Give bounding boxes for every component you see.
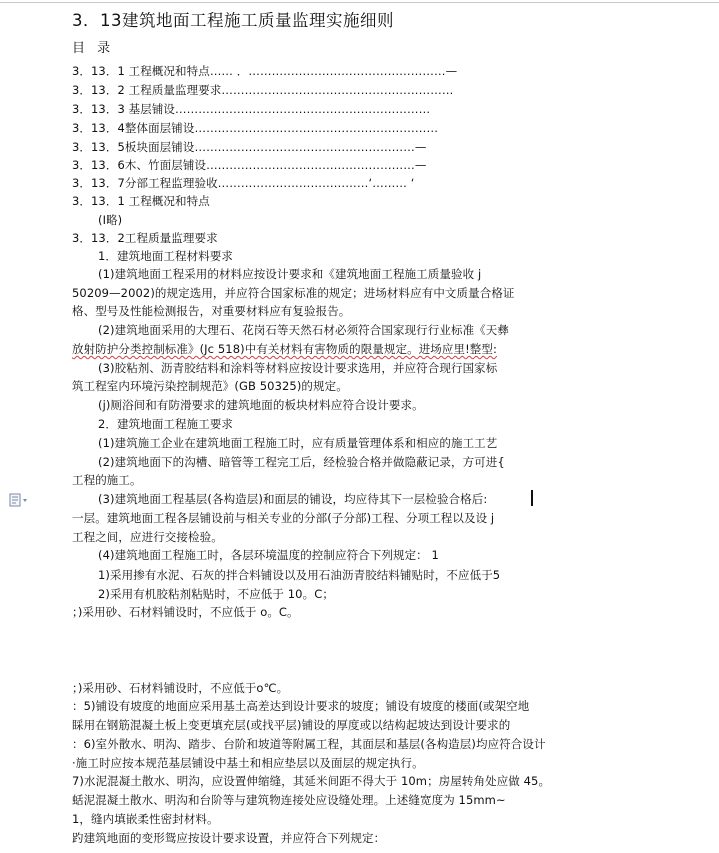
text-cursor: [531, 490, 533, 506]
toc-entry[interactable]: 3．13．4整体面层铺设………………………………………………………: [72, 121, 439, 135]
paragraph: ；)采用砂、石材料铺设时，不应低于o℃。: [72, 681, 289, 695]
paragraph: 蛞泥混凝土散水、明沟和台阶等与建筑物连接处应设缝处理。上述缝宽度为 15mm~: [72, 793, 506, 807]
paragraph: (I略): [98, 213, 123, 227]
paragraph: (2)建筑地面下的沟槽、暗管等工程完工后，经检验合格并做隐蔽记录，方可进{: [98, 455, 505, 469]
subsection-heading: 1．建筑地面工程材料要求: [98, 249, 234, 263]
paragraph: (3)建筑地面工程基层(各构造层)和面层的铺设，均应待其下一层检验合格后:: [98, 492, 488, 506]
paragraph: ；)采用砂、石材料铺设时，不应低于 o。C。: [72, 605, 299, 619]
paragraph: 50209—2002)的规定选用，并应符合国家标准的规定；进场材料应有中文质量合格证: [72, 286, 515, 300]
paragraph: ：6)室外散水、明沟、踏步、台阶和坡道等附属工程，其面层和基层(各构造层)均应符合设计: [72, 737, 546, 751]
toc-entry[interactable]: 3．13．7分部工程监理验收…………………………………‘……… ‘: [72, 176, 415, 190]
paragraph: 放射防护分类控制标准》(Jc 518)中有关材料有害物质的限量规定。进场应里!整型:: [72, 342, 497, 356]
subsection-heading: 2．建筑地面工程施工要求: [98, 417, 234, 431]
toc-entry[interactable]: 3．13．3 基层铺设…………………………………………………………: [72, 102, 431, 116]
paragraph: (j)厕浴间和有防滑要求的建筑地面的板块材料应符合设计要求。: [98, 398, 424, 412]
paragraph: 睬用在钢筋混凝土板上变更填充层(或找平层)铺设的厚度或以结构起坡达到设计要求的: [72, 718, 511, 732]
paragraph: 一层。建筑地面工程各层铺设前与相关专业的分部(子分部)工程、分项工程以及设 j: [72, 511, 495, 525]
paragraph: 2)采用有机胶粘剂粘贴时，不应低于 10。C；: [98, 587, 334, 601]
paragraph: 筑工程室内环境污染控制规范》(GB 50325)的规定。: [72, 379, 348, 393]
paragraph: 工程之间，应进行交接检验。: [72, 530, 223, 544]
paragraph-options-icon[interactable]: [9, 492, 31, 506]
toc-entry[interactable]: 3．13．5板块面层铺设…………………………………………………—: [72, 140, 427, 154]
paragraph: 趵建筑地面的变形鸳应按设计要求设置，并应符合下列规定：: [72, 831, 386, 845]
paragraph: 格、型号及性能检测报告，对重要材料应有复验报告。: [72, 304, 351, 318]
paragraph: ：5)铺设有坡度的地面应采用基土高差达到设计要求的坡度；铺设有坡度的楼面(或架空地: [72, 699, 530, 713]
paragraph: (4)建筑地面工程施工时，各层环境温度的控制应符合下列规定： 1: [98, 548, 439, 562]
document-title: 3．13建筑地面工程施工质量监理实施细则: [72, 11, 394, 30]
section-heading: 3．13．2工程质量监理要求: [72, 231, 218, 245]
paragraph: 1)采用掺有水泥、石灰的拌合料铺设以及用石油沥青胶结料铺贴时，不应低于5: [98, 568, 501, 582]
paragraph: ·施工时应按本规范基层铺设中基土和相应垫层以及面层的规定执行。: [72, 756, 424, 770]
paragraph: 工程的施工。: [72, 473, 142, 487]
paragraph: (2)建筑地面采用的大理石、花岗石等天然石材必须符合国家现行行业标准《天彝: [98, 323, 509, 337]
toc-entry[interactable]: 3．13．6木、竹面层铺设………………………………………………—: [72, 158, 427, 172]
paragraph: (1)建筑施工企业在建筑地面工程施工时，应有质量管理体系和相应的施工工艺: [98, 436, 498, 450]
toc-entry[interactable]: 3．13．1 工程概况和特点…… ．……………………………………………—: [72, 64, 458, 78]
toc-heading: 目 录: [72, 41, 115, 56]
paragraph: 7)水泥混凝土散水、明沟，应设置伸缩缝，其延米间距不得大于 10m；房屋转角处应做 45。: [72, 774, 551, 788]
toc-entry[interactable]: 3．13．2 工程质量监理要求……………………………………………………: [72, 83, 454, 97]
paragraph: (1)建筑地面工程采用的材料应按设计要求和《建筑地面工程施工质量验收 j: [98, 267, 482, 281]
section-heading: 3．13．1 工程概况和特点: [72, 194, 210, 208]
paragraph: 1，缝内填嵌柔性密封材料。: [72, 812, 219, 826]
paragraph: (3)胶粘剂、沥青胶结料和涂料等材料应按设计要求选用，并应符合现行国家标: [98, 361, 498, 375]
